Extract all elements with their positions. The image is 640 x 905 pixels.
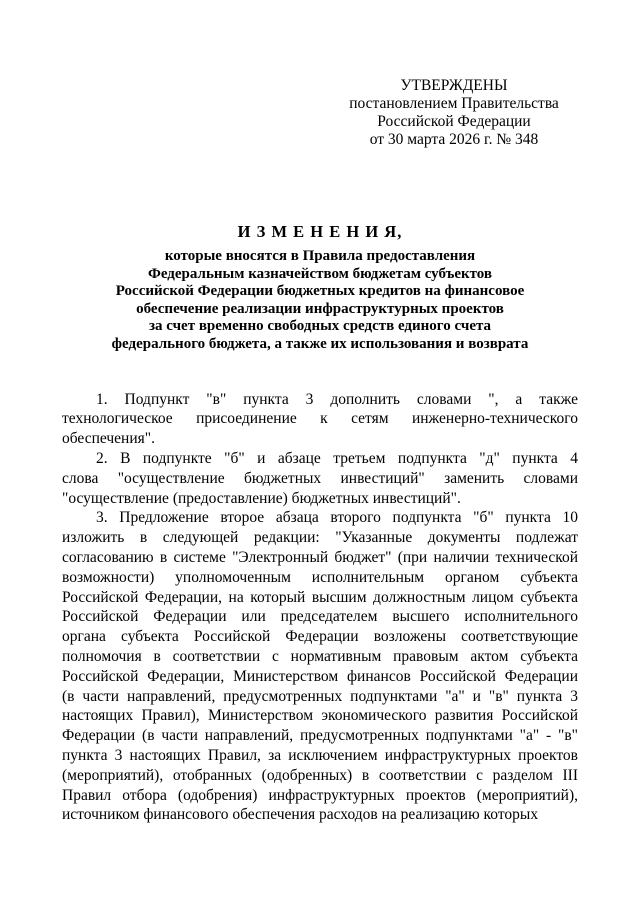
text-line: 3. Предложение второе абзаца второго подпункта "б" пункта 10: [96, 509, 578, 527]
text-line: полномочия в соответствии с нормативным правовым актом субъекта: [62, 647, 578, 665]
text-line: Российской Федерации, на который высшим должностным лицом субъекта: [62, 588, 578, 606]
text-line: УТВЕРЖДЕНЫ: [400, 77, 508, 94]
approval-stamp: [342, 77, 566, 149]
paragraph-1: [62, 390, 578, 449]
text-line: 2. В подпункте "б" и абзаце третьем подпункта "д" пункта 4: [96, 449, 578, 467]
text-line: обеспечение реализации инфраструктурных проектов: [136, 300, 504, 317]
text-line: источником финансового обеспечения расходов на реализацию которых: [62, 806, 539, 824]
text-line: Правил отбора (одобрения) инфраструктурных проектов (мероприятий),: [62, 786, 578, 804]
text-line: которые вносятся в Правила предоставления: [164, 248, 476, 264]
text-line: Федеральным казначейством бюджетам субъектов: [147, 265, 493, 282]
text-line: Российской Федерации: [377, 113, 531, 130]
paragraph-2: [62, 449, 578, 508]
text-line: федерального бюджета, а также их использования и возврата: [111, 335, 529, 352]
text-line: слова "осуществление бюджетных инвестиций" заменить словами: [62, 469, 578, 487]
text-line: настоящих Правил), Министерством экономического развития Российской: [62, 707, 578, 725]
text-line: органа субъекта Российской Федерации возложены соответствующие: [62, 628, 578, 646]
document-body: [62, 390, 578, 826]
text-line: 1. Подпункт "в" пункта 3 дополнить словами ", а также: [96, 390, 578, 408]
text-line: возможности) уполномоченным исполнительным органом субъекта: [62, 568, 578, 586]
text-line: Федерации (в части направлений, предусмотренных подпунктами "а" - "в": [62, 727, 578, 745]
text-line: за счет временно свободных средств единого счета: [148, 318, 492, 335]
document-subtitle: [62, 248, 578, 354]
text-line: постановлением Правительства: [349, 95, 559, 112]
text-line: (в части направлений, предусмотренных подпунктами "а" и "в" пункта 3: [62, 687, 578, 705]
text-line: изложить в следующей редакции: "Указанные документы подлежат: [62, 529, 578, 547]
document-title: И З М Е Н Е Н И Я,: [237, 222, 403, 241]
text-line: Российской Федерации, Министерством финансов Российской Федерации: [62, 667, 578, 685]
text-line: (мероприятий), отобранных (одобренных) в соответствии с разделом III: [62, 766, 578, 784]
text-line: Российской Федерации или председателем высшего исполнительного: [62, 608, 578, 626]
text-line: согласованию в системе "Электронный бюджет" (при наличии технической: [62, 548, 578, 566]
text-line: от 30 марта 2026 г. № 348: [369, 131, 539, 148]
text-line: обеспечения".: [62, 430, 155, 448]
text-line: технологическое присоединение к сетям инженерно-технического: [62, 410, 578, 428]
text-line: Российской Федерации бюджетных кредитов на финансовое: [115, 283, 525, 300]
text-line: "осуществление (предоставление) бюджетных инвестиций".: [62, 489, 461, 507]
paragraph-3: [62, 508, 578, 825]
text-line: пункта 3 настоящих Правил, за исключением инфраструктурных проектов: [62, 746, 578, 764]
